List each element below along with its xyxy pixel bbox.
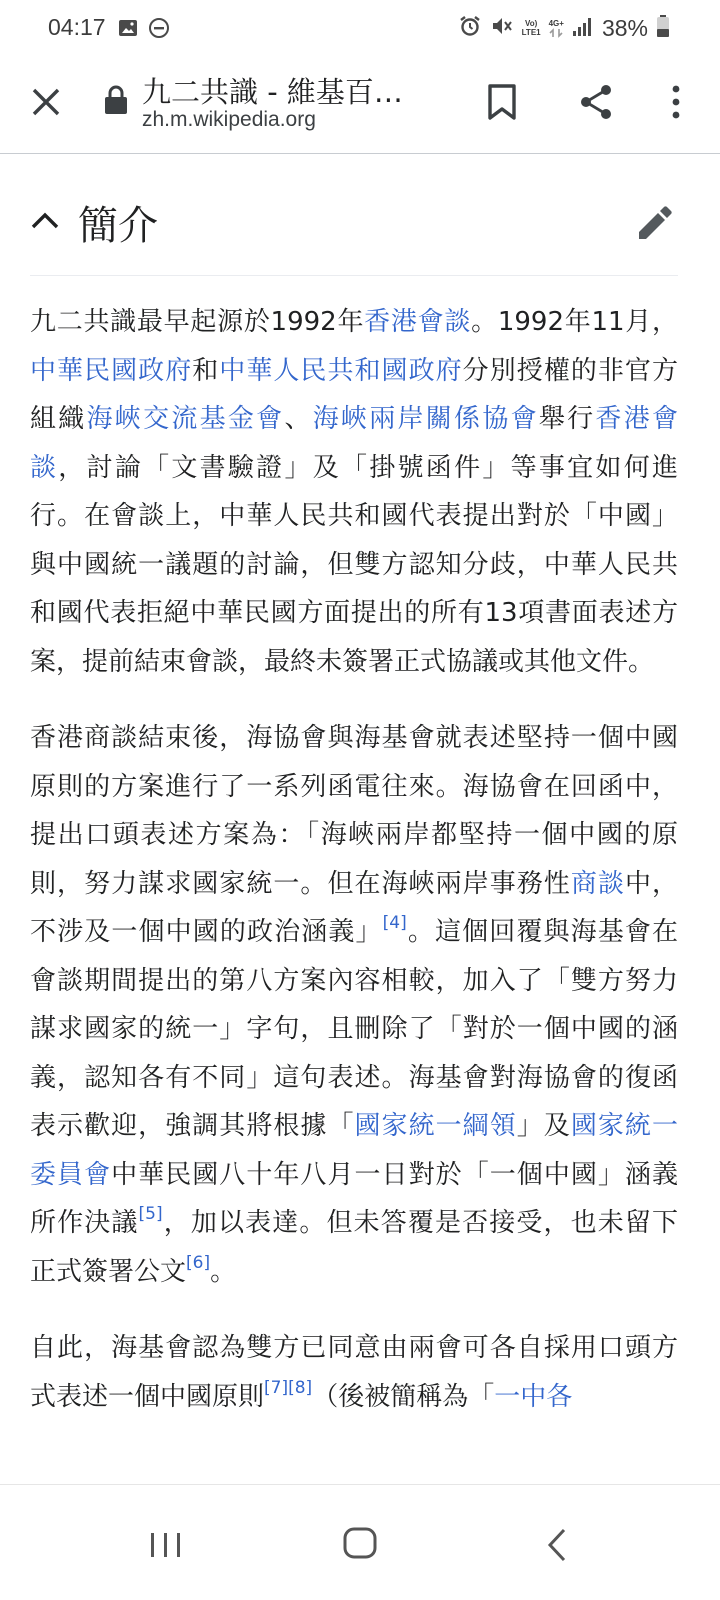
article-text: 中華民國八十年八月一日對於「一個中國」涵義所作決議 (30, 1159, 678, 1238)
article-content (30, 154, 678, 1484)
image-icon (118, 18, 138, 42)
article-link[interactable]: 香港會談 (364, 307, 472, 337)
article-text: 舉行 (538, 404, 596, 434)
article-text: ，討論「文書驗證」及「掛號函件」等事宜如何進行。在會談上，中華人民共和國代表提出對於「中國」與中國統一議題的討論，但雙方認知分歧，中華人民共和國代表拒絕中華民國方面提出的所有13項書面表述方案，提前結束會談，最終未簽署正式協議或其他文件。 (30, 452, 678, 677)
share-button[interactable] (572, 78, 620, 126)
battery-icon (656, 14, 670, 42)
section-title: 簡介 (78, 203, 158, 249)
article-text: 中，不涉及一個中國的政治涵義」 (30, 868, 678, 947)
article-text: 。1992年11月， (471, 307, 678, 337)
network-label-top: Vo) (524, 19, 538, 28)
more-vert-icon (671, 85, 681, 119)
article-link[interactable]: 中華人民共和國政府 (219, 355, 463, 386)
browser-toolbar (0, 60, 720, 154)
recents-icon[interactable] (146, 1525, 186, 1565)
article-text: 香港商談結束後，海協會與海基會就表述堅持一個中國原則的方案進行了一系列函電往來。海協會在回函中，提出口頭表述方案為：「海峽兩岸都堅持一個中國的原則，努力謀求國家統一。但在海峽兩岸事務性 (30, 723, 678, 899)
citation-link[interactable]: [6] (186, 1252, 211, 1273)
article-link[interactable]: 海峽交流基金會 (86, 404, 285, 434)
close-icon (31, 87, 61, 117)
battery-percent: 38% (601, 14, 648, 41)
bookmark-icon (487, 84, 517, 120)
mute-icon (490, 14, 514, 42)
alarm-icon (458, 14, 482, 42)
section-header[interactable] (30, 154, 678, 276)
citation-link[interactable]: [8] (288, 1377, 313, 1398)
citation-link[interactable]: [4] (382, 913, 407, 934)
article-text: 。 (210, 1256, 237, 1287)
bookmark-button[interactable] (478, 78, 526, 126)
article-link[interactable]: 國家統一綱領 (354, 1111, 517, 1141)
page-url[interactable]: zh.m.wikipedia.org (142, 108, 316, 131)
citation[interactable] (383, 913, 407, 933)
article-text: 分別授權的非官方組織 (30, 355, 678, 434)
lock-icon (104, 85, 128, 115)
article-link[interactable]: 香港會談 (30, 404, 678, 483)
article-text: 自此，海基會認為雙方已同意由兩會可各自採用口頭方式表述一個中國原則 (30, 1333, 678, 1412)
status-bar (0, 0, 720, 60)
citation[interactable] (186, 1253, 210, 1273)
citation[interactable] (139, 1204, 163, 1224)
article-link[interactable]: 國家統一委員會 (30, 1111, 678, 1190)
network-label-bottom: LTE1 (521, 28, 541, 37)
citation[interactable] (264, 1378, 288, 1398)
citation[interactable] (288, 1378, 312, 1398)
edit-pencil-icon[interactable] (634, 204, 674, 244)
article-link[interactable]: 一中各 (494, 1381, 573, 1412)
network-type: 4G+ (548, 18, 564, 28)
close-button[interactable] (22, 78, 70, 126)
citation-link[interactable]: [7] (264, 1377, 289, 1398)
article-text: 九二共識最早起源於1992年 (30, 307, 365, 337)
chevron-up-icon[interactable] (30, 206, 60, 236)
article-link[interactable]: 海峽兩岸關係協會 (312, 404, 539, 434)
article-text: 」及 (516, 1111, 571, 1141)
article-text: （後被簡稱為「 (312, 1381, 495, 1412)
home-icon[interactable] (340, 1523, 380, 1563)
article-paragraph (30, 1324, 678, 1421)
article-body (30, 276, 678, 1421)
article-link[interactable]: 商談 (570, 868, 625, 899)
article-paragraph (30, 298, 678, 686)
back-icon[interactable] (538, 1525, 578, 1565)
article-text: 、 (284, 404, 313, 434)
citation-link[interactable]: [5] (138, 1204, 163, 1225)
data-arrows-icon (549, 19, 564, 38)
more-options-button[interactable] (652, 78, 700, 126)
status-time: 04:17 (48, 14, 106, 40)
article-text: ，加以表達。但未答覆是否接受，也未留下正式簽署公文 (30, 1208, 678, 1287)
dnd-icon (148, 17, 170, 43)
page-title: 九二共識 - 維基百… (142, 75, 403, 109)
lte-icon (522, 19, 541, 37)
signal-icon (572, 15, 594, 41)
system-nav-bar (0, 1484, 720, 1600)
article-text: 。這個回覆與海基會在會談期間提出的第八方案內容相較，加入了「雙方努力謀求國家的統一」字句，且刪除了「對於一個中國的涵義，認知各有不同」這句表述。海基會對海協會的復函表示歡迎，強調其將根據「 (30, 917, 678, 1141)
share-icon (578, 84, 614, 120)
article-link[interactable]: 中華民國政府 (30, 355, 193, 386)
article-paragraph (30, 714, 678, 1296)
article-text: 和 (192, 355, 220, 386)
